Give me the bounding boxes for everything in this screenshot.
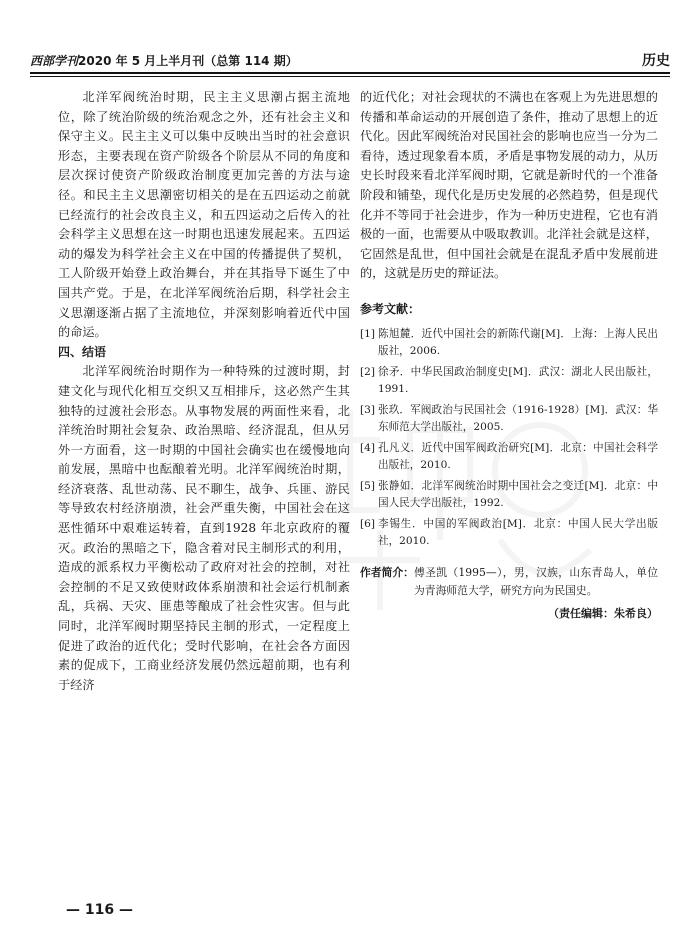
header-rule-thin [30,76,670,77]
header-rule [30,72,670,74]
reference-number: [4] [360,441,376,454]
body-paragraph: 北洋军阀统治时期，民主主义思潮占据主流地位，除了统治阶级的统治观念之外，还有社会主义和保守主义。民主主义可以集中反映出当时的社会意识形态，主要表现在资产阶级各个阶层从不同的角度和层次探讨使资产阶级政治制度更加完善的方法与途径。和民主主义思潮密切相关的是在五四运动之前就已经流行的社会改良主义，和五四运动之后传入的社会科学主义思想在这一时期也迅速发展起来。五四运动的爆发为科学社会主义在中国的传播提供了契机，工人阶级开始登上政治舞台，并在其指导下诞生了中国共产党。于是，在北洋军阀统治后期，科学社会主义思潮逐渐占据了主流地位，并深刻影响着近代中国的命运。 [58,90,350,340]
journal-issue: 2020 年 5 月上半月刊（总第 114 期） [78,54,298,68]
reference-text: 陈旭麓．近代中国社会的新陈代谢[M]．上海：上海人民出版社，2006. [378,327,658,357]
journal-brand: 西部学刊 [30,54,79,68]
running-header [30,50,670,72]
page-number: — 116 — [66,902,133,918]
section-heading: 四、结语 [58,344,107,359]
left-column [58,88,350,695]
reference-item [360,440,658,474]
journal-title [30,52,298,69]
reference-number: [6] [360,517,376,530]
reference-text: 徐矛．中华民国政治制度史[M]．武汉：湖北人民出版社，1991. [378,365,658,395]
references-title: 参考文献： [360,301,421,316]
reference-number: [2] [360,365,376,378]
author-label: 作者简介： [360,565,414,579]
reference-text: 孔凡义．近代中国军阀政治研究[M]．北京：中国社会科学出版社，2010. [378,441,658,471]
reference-item [360,516,658,550]
reference-number: [1] [360,327,376,340]
right-column [360,88,658,623]
author-text: 傅圣凯（1995—），男，汉族，山东青岛人，单位为青海师范大学，研究方向为民国史。 [413,565,658,597]
author-bio [360,564,658,600]
reference-text: 李锡生．中国的军阀政治[M]．北京：中国人民大学出版社，2010. [378,517,658,547]
reference-item [360,326,658,360]
reference-number: [3] [360,403,376,416]
reference-list [360,326,658,550]
reference-number: [5] [360,479,376,492]
reference-text: 张玖．军阀政治与民国社会（1916-1928）[M]．武汉：华东师范大学出版社，2005. [378,403,658,433]
reference-text: 张静如．北洋军阀统治时期中国社会之变迁[M]．北京：中国人民大学出版社，1992. [378,479,658,509]
reference-item [360,478,658,512]
reference-item [360,402,658,436]
body-paragraph: 北洋军阀统治时期作为一种特殊的过渡时期，封建文化与现代化相互交织又互相排斥，这必然产生其独特的过渡社会形态。从事物发展的两面性来看，北洋统治时期社会复杂、政治黑暗、经济混乱，但从另外一方面看，这一时期的中国社会确实也在缓慢地向前发展，黑暗中也酝酿着光明。北洋军阀统治时期，经济衰落、乱世动荡、民不聊生，战争、兵匪、游民等导致农村经济崩溃，社会严重失衡，中国社会在这恶性循环中艰难运转着，直到1928 年北京政府的覆灭。政治的黑暗之下，隐含着对民主制形式的利用，造成的派系权力平衡松动了政府对社会的控制，对社会控制的不足又致使财政体系崩溃和社会运行机制紊乱，兵祸、天灾、匪患等酿成了社会性灾害。但与此同时，北洋军阀时期坚持民主制的形式，一定程度上促进了政治的近代化；受时代影响，在社会各方面因素的促成下，工商业经济发展仍然远超前期，也有利于经济 [58,364,350,692]
section-label: 历史 [642,53,670,69]
editor-note: （责任编辑：朱希良） [548,606,658,620]
body-paragraph: 的近代化；对社会现状的不满也在客观上为先进思想的传播和革命运动的开展创造了条件，推动了思想上的近代化。因此军阀统治对民国社会的影响也应当一分为二看待，透过现象看本质，矛盾是事物发展的动力，从历史长时段来看北洋军阀时期，它就是新时代的一个准备阶段和铺垫，现代化是历史发展的必然趋势，但是现代化并不等同于社会进步，作为一种历史进程，它也有消极的一面，也需要从中吸取教训。北洋社会就是这样，它固然是乱世，但中国社会就是在混乱矛盾中发展前进的，这就是历史的辩证法。 [360,90,658,281]
reference-item [360,364,658,398]
